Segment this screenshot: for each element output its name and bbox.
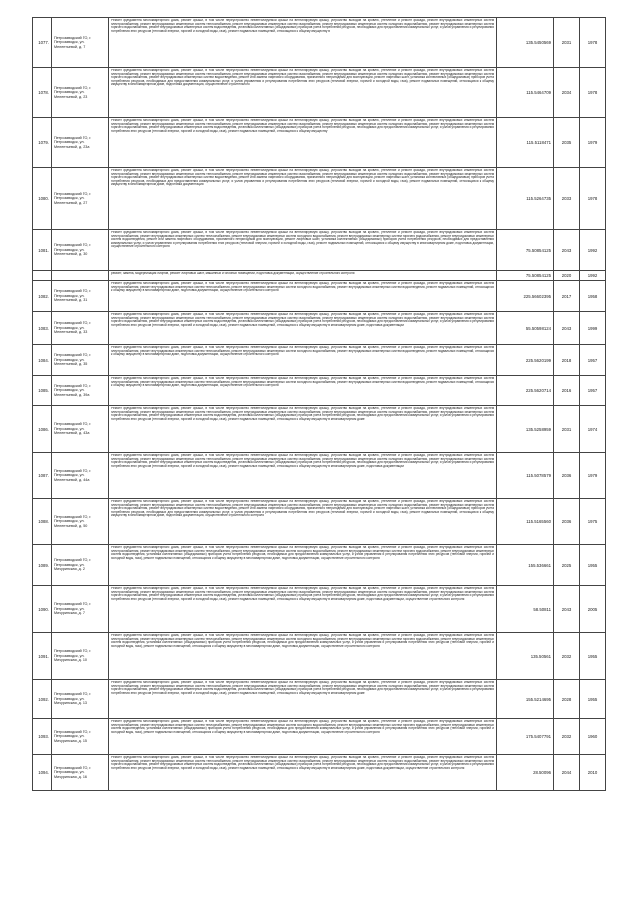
planned-year-cell: 2033 [554,168,580,230]
table-row [33,755,606,791]
row-number-cell: 1087. [33,453,52,499]
commission-year-cell: 1955 [580,545,606,586]
row-number-cell: 1088. [33,499,52,545]
work-description-cell [109,271,497,281]
planned-year-cell: 2035 [554,118,580,168]
work-description-cell [109,406,497,453]
planned-year-cell: 2036 [554,499,580,545]
table-row-continuation [33,271,606,281]
cost-cell: 115.5165560 [497,499,554,545]
work-description-text: Ремонт фундамента многоквартирного дома, ремонт крыши, в том числе переустройство невентилируемой крыши на вентилируемую крышу, устройство выходов на кровлю, утепление и ремонт фасада, ремонт внутридомовых инженерных систем электроснабжения, ремонт внутридомовых инженерных систем теплоснабжения, ремонт внутридомовых инженерных систем холодного водоснабжения, ремонт внутридомовых инженерных систем горячего водоснабжения, ремонт внутридомовых инженерных систем водоотведения, установка коллективных (общедомовых) приборов учета потребления ресурсов, необходимых для предоставления коммунальных услуг, и узлов управления и регулирования потребления этих ресурсов (тепловой энергии, горячей и холодной воды, газа), ремонт подвальных помещений, относящихся к общему имуществу в многоквартирном доме, подготовка документации, осуществление строительного контроля [111,546,494,560]
planned-year-cell: 2032 [554,633,580,680]
address-cell: Петрозаводский ГО, г. Петрозаводск, ул. Мичуринская, д. 7 [52,586,109,633]
commission-year-cell: 1978 [580,18,606,68]
cost-cell: 225.56602395 [497,281,554,312]
cost-cell: 155.536661 [497,545,554,586]
table-row [33,68,606,118]
work-description-text: Ремонт фундамента многоквартирного дома, ремонт крыши, в том числе переустройство невентилируемой крыши на вентилируемую крышу, устройство выходов на кровлю, утепление и ремонт фасада, ремонт внутридомовых инженерных систем электроснабжения, ремонт внутридомовых инженерных систем теплоснабжения, ремонт внутридомовых инженерных систем газоснабжения, ремонт внутридомовых инженерных систем холодного водоснабжения, ремонт внутридомовых инженерных систем горячего водоснабжения, ремонт внутридомовых инженерных систем водоотведения, установка коллективных (общедомовых) приборов учета потребления ресурсов, необходимых для предоставления коммунальных услуг, и узлов управления и регулирования потребления этих ресурсов (тепловой энергии, горячей и холодной воды, газа), ремонт подвальных помещений, относящихся к общему имуществу в многоквартирном доме [111,681,494,695]
commission-year-cell: 1955 [580,633,606,680]
table-row [33,453,606,499]
row-number-cell: 1086. [33,406,52,453]
row-number-cell: 1081. [33,230,52,271]
cost-cell: 225.5620199 [497,345,554,376]
commission-year-cell: 1955 [580,680,606,719]
address-cell: Петрозаводский ГО, г. Петрозаводск, ул. Мелентьевой, д. 39а [52,376,109,406]
row-number-cell: 1090. [33,586,52,633]
work-description-cell [109,230,497,271]
commission-year-cell: 1957 [580,376,606,406]
table-row [33,680,606,719]
address-cell [52,271,109,281]
address-cell: Петрозаводский ГО, г. Петрозаводск, ул. Мелентьевой, д. 31 [52,281,109,312]
work-description-cell [109,376,497,406]
register-table [32,17,606,791]
row-number-cell: 1093. [33,719,52,755]
table-row [33,168,606,230]
row-number-cell: 1077. [33,18,52,68]
cost-cell: 155.5214695 [497,680,554,719]
cost-cell: 115.5464709 [497,68,554,118]
commission-year-cell: 1992 [580,230,606,271]
work-description-text: Ремонт фундамента многоквартирного дома, ремонт крыши, в том числе переустройство невентилируемой крыши на вентилируемую крышу, устройство выходов на кровлю, утепление и ремонт фасада, ремонт внутридомовых инженерных систем электроснабжения, ремонт внутридомовых инженерных систем теплоснабжения, ремонт внутридомовых инженерных систем газоснабжения, ремонт внутридомовых инженерных систем холодного водоснабжения, ремонт внутридомовых инженерных систем горячего водоснабжения, ремонт внутридомовых инженерных систем водоотведения, установка коллективных (общедомовых) приборов учета потребления ресурсов, необходимых для предоставления коммунальных услуг, и узлов управления и регулирования потребления этих ресурсов (тепловой энергии, горячей и холодной воды, газа), ремонт подвальных помещений, относящихся к общему имуществу в многоквартирном доме, подготовка документации [111,313,494,327]
work-description-text: Ремонт фундамента многоквартирного дома, ремонт крыши, в том числе переустройство невентилируемой крыши на вентилируемую крышу, устройство выходов на кровлю, утепление и ремонт фасада, ремонт внутридомовых инженерных систем электроснабжения, ремонт внутридомовых инженерных систем теплоснабжения, ремонт внутридомовых инженерных систем газоснабжения, ремонт внутридомовых инженерных систем холодного водоснабжения, ремонт внутридомовых инженерных систем горячего водоснабжения, ремонт внутридомовых инженерных систем водоотведения, ремонт или замена лифтового оборудования, признанного непригодным для эксплуатации, ремонт лифтовых шахт, установка коллективных (общедомовых) приборов учета потребления ресурсов, необходимых для предоставления коммунальных услуг, и узлов управления и регулирования потребления этих ресурсов (тепловой энергии, горячей и холодной воды, газа), ремонт подвальных помещений, относящихся к общему имуществу в многоквартирном доме, подготовка документации [111,169,494,187]
work-description-text: Ремонт фундамента многоквартирного дома, ремонт крыши, в том числе переустройство невентилируемой крыши на вентилируемую крышу, устройство выходов на кровлю, утепление и ремонт фасада, ремонт внутридомовых инженерных систем электроснабжения, ремонт внутридомовых инженерных систем теплоснабжения, ремонт внутридомовых инженерных систем газоснабжения, ремонт внутридомовых инженерных систем холодного водоснабжения, ремонт внутридомовых инженерных систем горячего водоснабжения, ремонт внутридомовых инженерных систем водоотведения, установка коллективных (общедомовых) приборов учета потребления ресурсов, необходимых для предоставления коммунальных услуг, и узлов управления и регулирования потребления этих ресурсов (тепловой энергии, горячей и холодной воды, газа), ремонт подвальных помещений, относящихся к общему имуществу [111,119,494,133]
address-cell: Петрозаводский ГО, г. Петрозаводск, ул. Мелентьевой, д. 7 [52,18,109,68]
cost-cell: 55.50598124 [497,312,554,345]
table-row [33,719,606,755]
commission-year-cell: 1979 [580,453,606,499]
work-description-text: Ремонт фундамента многоквартирного дома, ремонт крыши, в том числе переустройство невентилируемой крыши на вентилируемую крышу, устройство выходов на кровлю, утепление и ремонт фасада, ремонт внутридомовых инженерных систем электроснабжения, ремонт внутридомовых инженерных систем теплоснабжения, ремонт внутридомовых инженерных систем холодного водоснабжения, ремонт внутридомовых инженерных систем водоотведения, ремонт подвальных помещений, относящихся к общему имуществу в многоквартирном доме, подготовка документации, осуществление строительного контроля [111,377,494,388]
cost-cell: 135.5450569 [497,18,554,68]
address-cell: Петрозаводский ГО, г. Петрозаводск, ул. Мичуринская, д. 2 [52,545,109,586]
cost-cell: 58.50811 [497,586,554,633]
planned-year-cell: 2017 [554,281,580,312]
table-row [33,499,606,545]
planned-year-cell: 2018 [554,345,580,376]
work-description-cell [109,68,497,118]
work-description-cell [109,499,497,545]
planned-year-cell: 2043 [554,586,580,633]
cost-cell: 75.50854125 [497,271,554,281]
table-row [33,345,606,376]
work-description-cell [109,18,497,68]
commission-year-cell: 1999 [580,312,606,345]
commission-year-cell: 1978 [580,168,606,230]
planned-year-cell: 2032 [554,719,580,755]
work-description-text: Ремонт фундамента многоквартирного дома, ремонт крыши, в том числе переустройство невентилируемой крыши на вентилируемую крышу, устройство выходов на кровлю, утепление и ремонт фасада, ремонт внутридомовых инженерных систем электроснабжения, ремонт внутридомовых инженерных систем теплоснабжения, ремонт внутридомовых инженерных систем газоснабжения, ремонт внутридомовых инженерных систем холодного водоснабжения, ремонт внутридомовых инженерных систем горячего водоснабжения, ремонт внутридомовых инженерных систем водоотведения, установка коллективных (общедомовых) приборов учета потребления ресурсов, необходимых для предоставления коммунальных услуг, и узлов управления и регулирования потребления этих ресурсов (тепловой энергии, горячей и холодной воды, газа), ремонт подвальных помещений, относящихся к общему имуществу в многоквартирном доме, подготовка документации [111,454,494,468]
work-description-cell [109,312,497,345]
work-description-text: Ремонт фундамента многоквартирного дома, ремонт крыши, в том числе переустройство невентилируемой крыши на вентилируемую крышу, устройство выходов на кровлю, утепление и ремонт фасада, ремонт внутридомовых инженерных систем электроснабжения, ремонт внутридомовых инженерных систем теплоснабжения, ремонт внутридомовых инженерных систем холодного водоснабжения, ремонт внутридомовых инженерных систем горячего водоснабжения, ремонт внутридомовых инженерных систем водоотведения, установка коллективных (общедомовых) приборов учета потребления ресурсов, необходимых для предоставления коммунальных услуг, и узлов управления и регулирования потребления этих ресурсов (тепловой энергии, горячей и холодной воды, газа), ремонт подвальных помещений, относящихся к общему имуществу в многоквартирном доме, подготовка документации, осуществление строительного контроля [111,720,494,734]
table-row [33,586,606,633]
row-number-cell: 1082. [33,281,52,312]
row-number-cell: 1094. [33,755,52,791]
address-cell: Петрозаводский ГО, г. Петрозаводск, ул. Мичуринская, д. 16 [52,755,109,791]
address-cell: Петрозаводский ГО, г. Петрозаводск, ул. Мелентьевой, д. 50 [52,499,109,545]
planned-year-cell: 2025 [554,545,580,586]
work-description-text: Ремонт фундамента многоквартирного дома, ремонт крыши, в том числе переустройство невентилируемой крыши на вентилируемую крышу, устройство выходов на кровлю, утепление и ремонт фасада, ремонт внутридомовых инженерных систем электроснабжения, ремонт внутридомовых инженерных систем теплоснабжения, ремонт внутридомовых инженерных систем газоснабжения, ремонт внутридомовых инженерных систем холодного водоснабжения, ремонт внутридомовых инженерных систем горячего водоснабжения, ремонт внутридомовых инженерных систем водоотведения, установка коллективных (общедомовых) приборов учета потребления ресурсов, необходимых для предоставления коммунальных услуг, и узлов управления и регулирования потребления этих ресурсов (тепловой энергии, горячей и холодной воды, газа), ремонт подвальных помещений, относящихся к общему имуществу в многоквартирном доме [111,407,494,421]
work-description-cell [109,345,497,376]
planned-year-cell: 2034 [554,68,580,118]
commission-year-cell: 1960 [580,719,606,755]
work-description-cell [109,118,497,168]
planned-year-cell: 2031 [554,18,580,68]
cost-cell: 225.5620714 [497,376,554,406]
row-number-cell: 1079. [33,118,52,168]
address-cell: Петрозаводский ГО, г. Петрозаводск, ул. Мичуринская, д. 15 [52,719,109,755]
work-description-cell [109,281,497,312]
row-number-cell: 1092. [33,680,52,719]
address-cell: Петрозаводский ГО, г. Петрозаводск, ул. Мичуринская, д. 13 [52,680,109,719]
work-description-text: ремонт, замена, модернизация лифтов, ремонт лифтовых шахт, машинных и блочных помещений, подготовка документации, осуществление строительного контроля [111,272,355,275]
commission-year-cell: 1974 [580,406,606,453]
planned-year-cell: 2043 [554,312,580,345]
table-row [33,376,606,406]
table-row [33,406,606,453]
table-row [33,118,606,168]
table-row [33,545,606,586]
table-row [33,281,606,312]
table-row [33,230,606,271]
work-description-text: Ремонт фундамента многоквартирного дома, ремонт крыши, в том числе переустройство невентилируемой крыши на вентилируемую крышу, устройство выходов на кровлю, утепление и ремонт фасада, ремонт внутридомовых инженерных систем электроснабжения, ремонт внутридомовых инженерных систем теплоснабжения, ремонт внутридомовых инженерных систем газоснабжения, ремонт внутридомовых инженерных систем холодного водоснабжения, ремонт внутридомовых инженерных систем горячего водоснабжения, ремонт внутридомовых инженерных систем водоотведения, установка коллективных (общедомовых) приборов учета потребления ресурсов, необходимых для предоставления коммунальных услуг, и узлов управления и регулирования потребления этих ресурсов (тепловой энергии, горячей и холодной воды, газа), ремонт подвальных помещений, относящихся к общему имуществу в многоквартирном доме, подготовка документации, осуществление строительного контроля [111,587,494,601]
work-description-cell [109,453,497,499]
row-number-cell: 1083. [33,312,52,345]
row-number-cell: 1080. [33,168,52,230]
address-cell: Петрозаводский ГО, г. Петрозаводск, ул. Мелентьевой, д. 23а [52,118,109,168]
address-cell: Петрозаводский ГО, г. Петрозаводск, ул. Мелентьевой, д. 33 [52,312,109,345]
cost-cell: 115.5264735 [497,168,554,230]
table-row [33,312,606,345]
cost-cell: 175.5407791 [497,719,554,755]
work-description-text: Ремонт фундамента многоквартирного дома, ремонт крыши, в том числе переустройство невентилируемой крыши на вентилируемую крышу, устройство выходов на кровлю, утепление и ремонт фасада, ремонт внутридомовых инженерных систем электроснабжения, ремонт внутридомовых инженерных систем теплоснабжения, ремонт внутридомовых инженерных систем холодного водоснабжения, ремонт внутридомовых инженерных систем горячего водоснабжения, ремонт внутридомовых инженерных систем водоотведения, установка коллективных (общедомовых) приборов учета потребления ресурсов, необходимых для предоставления коммунальных услуг, и узлов управления и регулирования потребления этих ресурсов (тепловой энергии, горячей и холодной воды, газа), ремонт подвальных помещений, относящихся к общему имуществу в многоквартирном доме, подготовка документации, осуществление строительного контроля [111,634,494,648]
work-description-cell [109,545,497,586]
planned-year-cell: 2031 [554,406,580,453]
work-description-text: Ремонт фундамента многоквартирного дома, ремонт крыши, в том числе переустройство невентилируемой крыши на вентилируемую крышу, устройство выходов на кровлю, утепление и ремонт фасада, ремонт внутридомовых инженерных систем электроснабжения, ремонт внутридомовых инженерных систем теплоснабжения, ремонт внутридомовых инженерных систем газоснабжения, ремонт внутридомовых инженерных систем холодного водоснабжения, ремонт внутридомовых инженерных систем горячего водоснабжения, ремонт внутридомовых инженерных систем водоотведения, установка коллективных (общедомовых) приборов учета потребления ресурсов, необходимых для предоставления коммунальных услуг, и узлов управления и регулирования потребления этих ресурсов (тепловой энергии, горячей и холодной воды, газа), ремонт подвальных помещений, относящихся к общему имуществу в многоквартирном доме, подготовка документации, осуществление строительного контроля [111,756,494,770]
planned-year-cell: 2043 [554,230,580,271]
planned-year-cell: 2036 [554,453,580,499]
commission-year-cell: 1957 [580,345,606,376]
cost-cell: 115.5078579 [497,453,554,499]
work-description-cell [109,680,497,719]
row-number-cell [33,271,52,281]
work-description-text: Ремонт фундамента многоквартирного дома, ремонт крыши, в том числе переустройство невентилируемой крыши на вентилируемую крышу, устройство выходов на кровлю, утепление и ремонт фасада, ремонт внутридомовых инженерных систем электроснабжения, ремонт внутридомовых инженерных систем теплоснабжения, ремонт внутридомовых инженерных систем газоснабжения, ремонт внутридомовых инженерных систем холодного водоснабжения, ремонт внутридомовых инженерных систем горячего водоснабжения, ремонт внутридомовых инженерных систем водоотведения, установка коллективных (общедомовых) приборов учета потребления ресурсов, необходимых для предоставления коммунальных услуг, и узлов управления и регулирования потребления этих ресурсов (тепловой энергии, горячей и холодной воды, газа), ремонт подвальных помещений, относящихся к общему имуществу в [111,19,494,33]
row-number-cell: 1085. [33,376,52,406]
cost-cell: 135.50561 [497,633,554,680]
commission-year-cell: 1992 [580,271,606,281]
cost-cell: 115.5118471 [497,118,554,168]
address-cell: Петрозаводский ГО, г. Петрозаводск, ул. Мелентьевой, д. 27 [52,168,109,230]
address-cell: Петрозаводский ГО, г. Петрозаводск, ул. Мелентьевой, д. 44а [52,453,109,499]
planned-year-cell: 2044 [554,755,580,791]
commission-year-cell: 1975 [580,499,606,545]
work-description-text: Ремонт фундамента многоквартирного дома, ремонт крыши, в том числе переустройство невентилируемой крыши на вентилируемую крышу, устройство выходов на кровлю, утепление и ремонт фасада, ремонт внутридомовых инженерных систем электроснабжения, ремонт внутридомовых инженерных систем теплоснабжения, ремонт внутридомовых инженерных систем газоснабжения, ремонт внутридомовых инженерных систем холодного водоснабжения, ремонт внутридомовых инженерных систем горячего водоснабжения, ремонт внутридомовых инженерных систем водоотведения, ремонт или замена лифтового оборудования, признанного непригодным для эксплуатации, ремонт лифтовых шахт, установка коллективных (общедомовых) приборов учета потребления ресурсов, необходимых для предоставления коммунальных услуг, и узлов управления и регулирования потребления этих ресурсов (тепловой энергии, горячей и холодной воды, газа), ремонт подвальных помещений, относящихся к общему имуществу в многоквартирном доме, подготовка документации, осуществление строительного [111,69,494,87]
commission-year-cell: 1978 [580,68,606,118]
planned-year-cell: 2020 [554,271,580,281]
commission-year-cell: 1979 [580,118,606,168]
row-number-cell: 1084. [33,345,52,376]
work-description-cell [109,633,497,680]
register-body [33,18,606,791]
address-cell: Петрозаводский ГО, г. Петрозаводск, ул. Мелентьевой, д. 43а [52,406,109,453]
row-number-cell: 1078. [33,68,52,118]
work-description-text: Ремонт фундамента многоквартирного дома, ремонт крыши, в том числе переустройство невентилируемой крыши на вентилируемую крышу, устройство выходов на кровлю, утепление и ремонт фасада, ремонт внутридомовых инженерных систем электроснабжения, ремонт внутридомовых инженерных систем теплоснабжения, ремонт внутридомовых инженерных систем холодного водоснабжения, ремонт внутридомовых инженерных систем горячего водоснабжения, ремонт внутридомовых инженерных систем водоотведения, ремонт или замена лифтового оборудования, признанного непригодным для эксплуатации, ремонт лифтовых шахт, установка коллективных (общедомовых) приборов учета потребления ресурсов, необходимых для предоставления коммунальных услуг, и узлов управления и регулирования потребления этих ресурсов (тепловой энергии, горячей и холодной воды, газа), ремонт подвальных помещений, относящихся к общему имуществу в многоквартирном доме, подготовка документации, осуществление строительного контроля [111,231,494,249]
work-description-cell [109,755,497,791]
work-description-cell [109,586,497,633]
work-description-cell [109,719,497,755]
address-cell: Петрозаводский ГО, г. Петрозаводск, ул. Мелентьевой, д. 30 [52,230,109,271]
cost-cell: 75.50854125 [497,230,554,271]
commission-year-cell: 1958 [580,281,606,312]
work-description-cell [109,168,497,230]
cost-cell: 135.5258959 [497,406,554,453]
planned-year-cell: 2016 [554,376,580,406]
address-cell: Петрозаводский ГО, г. Петрозаводск, ул. Мелентьевой, д. 35 [52,345,109,376]
table-row [33,633,606,680]
commission-year-cell: 2005 [580,586,606,633]
work-description-text: Ремонт фундамента многоквартирного дома, ремонт крыши, в том числе переустройство невентилируемой крыши на вентилируемую крышу, устройство выходов на кровлю, утепление и ремонт фасада, ремонт внутридомовых инженерных систем электроснабжения, ремонт внутридомовых инженерных систем теплоснабжения, ремонт внутридомовых инженерных систем холодного водоснабжения, ремонт внутридомовых инженерных систем водоотведения, ремонт подвальных помещений, относящихся к общему имуществу в многоквартирном доме, подготовка документации, осуществление строительного контроля [111,282,494,293]
row-number-cell: 1091. [33,633,52,680]
planned-year-cell: 2028 [554,680,580,719]
cost-cell: 28.50096 [497,755,554,791]
row-number-cell: 1089. [33,545,52,586]
work-description-text: Ремонт фундамента многоквартирного дома, ремонт крыши, в том числе переустройство невентилируемой крыши на вентилируемую крышу, устройство выходов на кровлю, утепление и ремонт фасада, ремонт внутридомовых инженерных систем электроснабжения, ремонт внутридомовых инженерных систем теплоснабжения, ремонт внутридомовых инженерных систем холодного водоснабжения, ремонт внутридомовых инженерных систем водоотведения, ремонт подвальных помещений, относящихся к общему имуществу в многоквартирном доме, подготовка документации, осуществление строительного контроля [111,346,494,357]
commission-year-cell: 2010 [580,755,606,791]
address-cell: Петрозаводский ГО, г. Петрозаводск, ул. Мичуринская, д. 10 [52,633,109,680]
table-row [33,18,606,68]
work-description-text: Ремонт фундамента многоквартирного дома, ремонт крыши, в том числе переустройство невентилируемой крыши на вентилируемую крышу, устройство выходов на кровлю, утепление и ремонт фасада, ремонт внутридомовых инженерных систем электроснабжения, ремонт внутридомовых инженерных систем теплоснабжения, ремонт внутридомовых инженерных систем газоснабжения, ремонт внутридомовых инженерных систем холодного водоснабжения, ремонт внутридомовых инженерных систем горячего водоснабжения, ремонт внутридомовых инженерных систем водоотведения, ремонт или замена лифтового оборудования, признанного непригодным для эксплуатации, ремонт лифтовых шахт, установка коллективных (общедомовых) приборов учета потребления ресурсов, необходимых для предоставления коммунальных услуг, и узлов управления и регулирования потребления этих ресурсов (тепловой энергии, горячей и холодной воды, газа), ремонт подвальных помещений, относящихся к общему имуществу в многоквартирном доме, подготовка документации, осуществление строительного контроля [111,500,494,518]
address-cell: Петрозаводский ГО, г. Петрозаводск, ул. Мелентьевой, д. 23 [52,68,109,118]
